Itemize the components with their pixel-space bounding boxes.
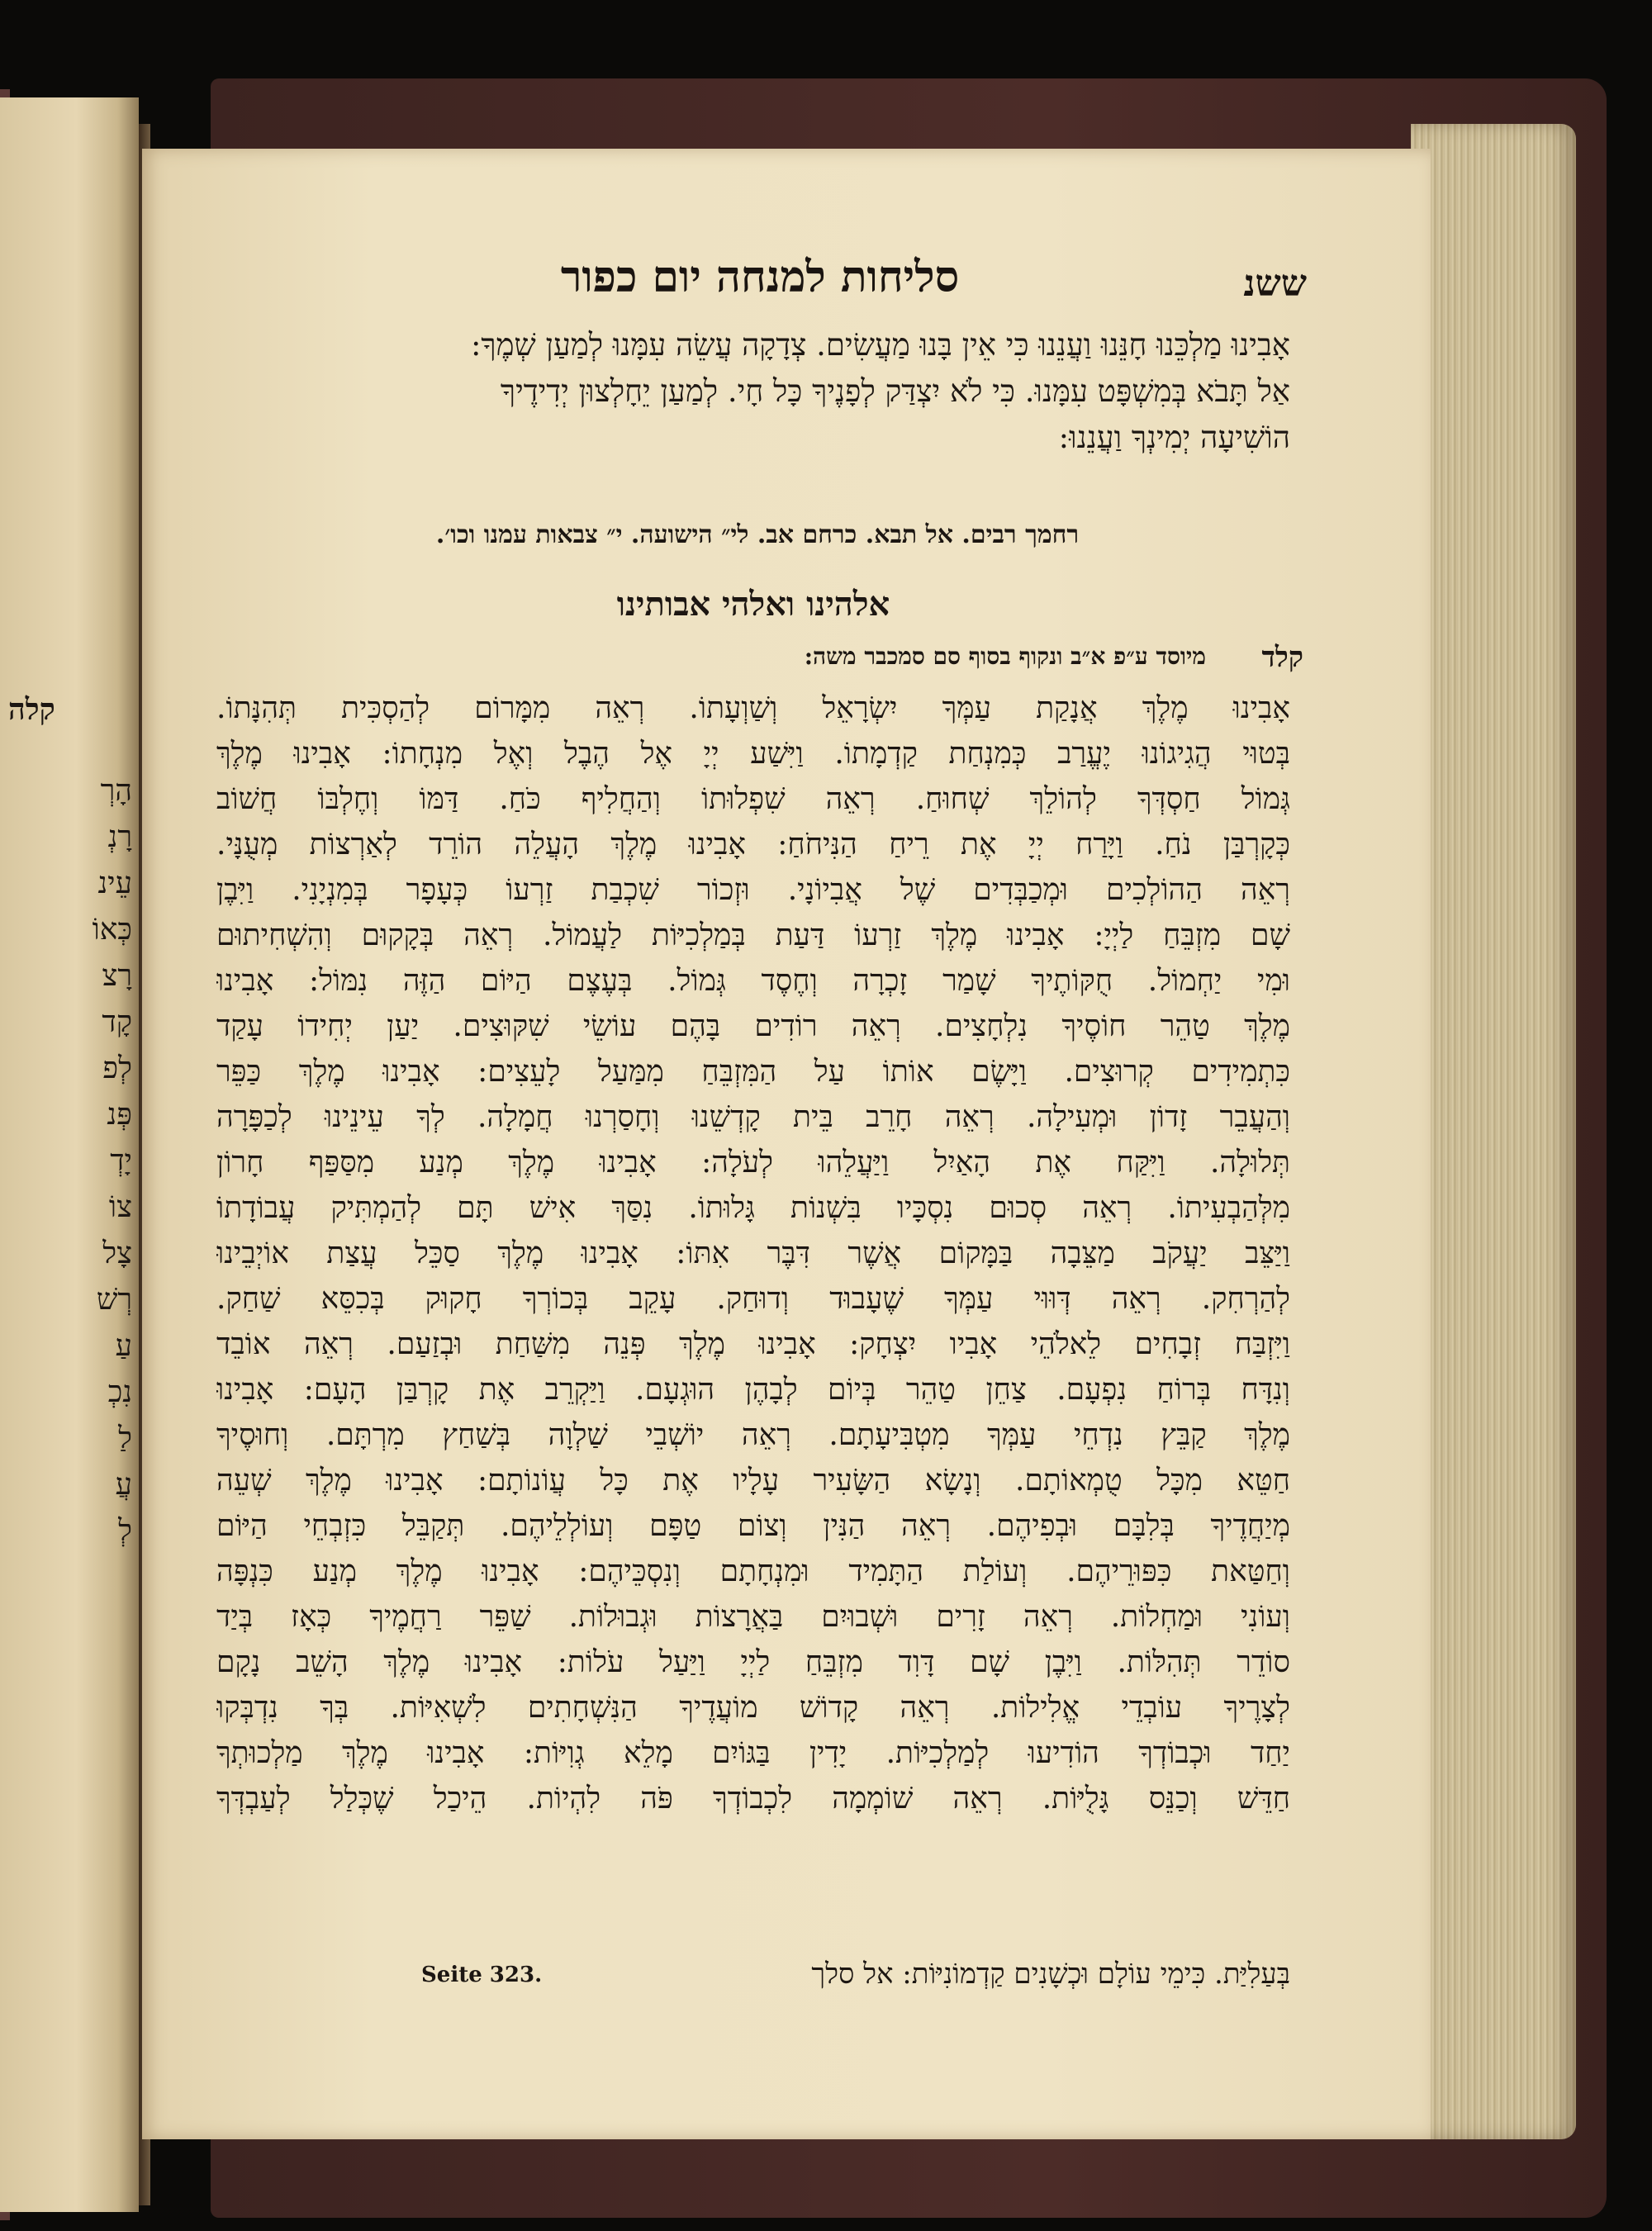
text-line: בְּטוּי הֲגִיגוֹנוּ יֶעֱרַב כְּמִנְחַת קַדְמָתוֹ. וַיִּשַׁע יְיָ אֶל הֶבֶל וְאֶל מִנְחָתוֹ: אָבִינוּ מֶלֶךְ bbox=[216, 737, 1290, 771]
piyyut-text bbox=[216, 686, 1290, 1821]
text-line: חַטֵּא מִכָּל טֻמְאוֹתָם. וְנָשָׂא הַשָּׂעִיר עָלָיו אֶת כָּל עֲוֹנוֹתָם: אָבִינוּ מֶלֶךְ שְׁעֵה bbox=[216, 1464, 1290, 1498]
text-line: הוֹשִׁיעָה יְמִינְךָ וַעֲנֵנוּ: bbox=[1058, 420, 1290, 455]
text-line: כִּתְמִידִים קְרוּצִים. וַיָּשֶׂם אוֹתוֹ עַל הַמִּזְבֵּחַ מִמַּעַל לָעֵצִים: אָבִינוּ מֶלֶךְ כַּפֵּר bbox=[216, 1055, 1290, 1089]
text-line: אָבִינוּ מַלְכֵּנוּ חָנֵּנוּ וַעֲנֵנוּ כִּי אֵין בָּנוּ מַעֲשִׂים. צְדָקָה עֲשֵׂה עִמָּנוּ לְמַעַן שְׁמֶךָ: bbox=[470, 327, 1290, 363]
text-line: לְצָרֶיךָ עוֹבְדֵי אֱלִילוֹת. רְאֵה קָדוֹשׁ מוֹעֲדֶיךָ הַנִּשְׁחָתִים לִשְׁאִיּוֹת. בְּךָ נִדְבְּקוּ bbox=[216, 1691, 1290, 1725]
section-title: אלהינו ואלהי אבותינו bbox=[616, 585, 890, 624]
text-line: גְּמוֹל חַסְדְּךָ לְהוֹלֵךְ שְׁחוּחַ. רְאֵה שִׁפְלוּתוֹ וְהַחֲלִיף כֹּחַ. דַּמּוֹ וְחֶלְבּוֹ חֲשׁוֹב bbox=[216, 782, 1290, 816]
text-line: רְאֵה הַהוֹלְכִים וּמְכַבְּדִים שֶׁל אֲבִיוֹנָי. וּזְכוֹר שִׁכְבַת זַרְעוֹ כְּעָפָר בְּמִנְיָנִי. וַיִּבֶן bbox=[216, 873, 1290, 907]
left-fragment: רְשׁ bbox=[96, 1283, 132, 1317]
text-line: אָבִינוּ מֶלֶךְ אֲנָקַת עַמְּךָ יִשְׂרָאֵל וְשַׁוְעָתוֹ. רְאֵה מִמָּרוֹם לְהַסְכִּית תְּהִנָּתוֹ. bbox=[216, 691, 1290, 725]
left-fragment: קָד bbox=[102, 1005, 132, 1039]
text-line: וּמִי יַחְמוֹל. חֻקּוֹתֶיךָ שָׁמַר זָכְרָה וְחֶסֶד גְּמוֹל. בְּעֶצֶם הַיּוֹם הַזֶּה נִמּוֹל: אָבִינוּ bbox=[216, 964, 1290, 998]
left-page-header: קלה bbox=[8, 692, 55, 727]
left-fragment: נִכְ bbox=[107, 1375, 132, 1409]
left-fragment: לְ bbox=[118, 1514, 132, 1548]
text-line: סוֹדֵר תְּהִלּוֹת. וַיִּבֶן שָׁם דָּוִד מִזְבֵּחַ לַיְיָ וַיַּעַל עֹלוֹת: אָבִינוּ מֶלֶךְ הָשֵׁב נָקָם bbox=[216, 1645, 1290, 1679]
left-fragment: צוֹ bbox=[108, 1190, 132, 1224]
left-fragment: עֲ bbox=[115, 1468, 132, 1502]
marginal-number: קלד bbox=[1261, 641, 1303, 674]
left-fragment: פְּנ bbox=[107, 1098, 132, 1132]
text-line: מֶלֶךְ טַהֵר חוֹסֶיךָ נִלְחָצִים. רְאֵה רוֹדִים בָּהֶם עוֹשֵׂי שִׁקּוּצִים. יַעַן יְחִידוֹ עָקַד bbox=[216, 1009, 1290, 1043]
text-line: וְחַטַּאת כִּפּוּרֵיהֶם. וְעוֹלַת הַתָּמִיד וּמִנְחָתָם וְנִסְכֵּיהֶם: אָבִינוּ מֶלֶךְ מְנַע כִּנְפָּה bbox=[216, 1555, 1290, 1588]
left-fragment: צָל bbox=[102, 1237, 132, 1270]
left-fragment: עַ bbox=[115, 1329, 132, 1363]
left-fragment: הָרְ bbox=[100, 774, 132, 808]
text-line: וְהַעֲבֵר זָדוֹן וּמְעִילָה. רְאֵה חָרֵב בֵּית קָדְשֵׁנוּ וְחָסַרְנוּ חֲמָלָה. לְךָ עֵינֵינוּ לְכַפָּרָה bbox=[216, 1100, 1290, 1134]
left-fragment: יָדְ bbox=[110, 1144, 132, 1178]
left-fragment: רָנְ bbox=[107, 820, 132, 854]
text-line: מְיַחֲדֶיךָ בְּלִבָּם וּבְפִיהֶם. רְאֵה הַנִּין וְצוֹם טַפָּם וְעוֹלְלֵיהֶם. תְּקַבֵּל כִּזְבְחֵי הַיּוֹם bbox=[216, 1509, 1290, 1543]
text-line: מֶלֶךְ קַבֵּץ נִדְחֵי עַמְּךָ מִטְבִּיעָתָם. רְאֵה יוֹשְׁבֵי שַׁלְוָה בְּשַׁחַץ מִרְתָּם. וְחוּסֶיךָ bbox=[216, 1418, 1290, 1452]
text-line: וַיִּזְבַּח זְבָחִים לֵאלֹהֵי אָבִיו יִצְחָק: אָבִינוּ מֶלֶךְ פְּנֵה מִשַּׁחַת וּבְזַעַם. רְאֵה אוֹבֵד bbox=[216, 1327, 1290, 1361]
page-number: ששנ bbox=[1243, 263, 1307, 305]
left-fragment: לְפ bbox=[102, 1051, 132, 1085]
left-fragment: רָצ bbox=[102, 959, 132, 993]
opening-paragraph bbox=[216, 322, 1290, 461]
page-fore-edge bbox=[1411, 124, 1576, 2139]
running-head: סליחות למנחה יום כפור bbox=[560, 252, 960, 302]
text-line: וַיַּצֵּב יַעֲקֹב מַצֵּבָה בַּמָּקוֹם אֲשֶׁר דִּבֶּר אִתּוֹ: אָבִינוּ מֶלֶךְ סַכֵּל עֲצַת אוֹיְבֵינוּ bbox=[216, 1237, 1290, 1270]
left-page-text bbox=[8, 768, 132, 1555]
text-line: שָׁם מִזְבֵּחַ לַיְיָ: אָבִינוּ מֶלֶךְ זַרְעוֹ דַּעַת בְּמַלְכִיּוֹת לַעֲמוֹל. רְאֵה בְּקָקוּם וְהִשְׁחִיתוּם bbox=[216, 919, 1290, 952]
left-fragment: כְּאוֹ bbox=[92, 913, 132, 947]
text-line: תְּלוּלָה. וַיִּקַּח אֶת הָאַיִל וַיַּעֲלֵהוּ לְעֹלָה: אָבִינוּ מֶלֶךְ מְנַע מִסַּפַּף חָרוֹן bbox=[216, 1146, 1290, 1180]
acrostic-note: מיוסד ע״פ א״ב ונקוף בסוף סם סמכבר משה: bbox=[804, 643, 1206, 670]
text-line: מִלְּהַבְעִיתוֹ. רְאֵה סְכוּם נִסְכָּיו בִּשְׁנוֹת גָּלוּתוֹ. נִסַּךְ אִישׁ תָּם לְהַמְתִּיק עֲבוֹדָתוֹ bbox=[216, 1191, 1290, 1225]
page-reference: Seite 323. bbox=[421, 1963, 543, 1987]
text-line: כְּקָרְבַּן נֹחַ. וַיָּרַח יְיָ אֶת רֵיחַ הַנִּיחֹחַ: אָבִינוּ מֶלֶךְ הָעֲלֵה הוֹרֵד לְאַרְצוֹת מְעֻנָּי. bbox=[216, 828, 1290, 862]
text-line: יַחַד וּכְבוֹדְךָ הוֹדִיעוּ לְמַלְכִיּוֹת. יָדִין בַּגּוֹיִם מָלֵא גְוִיּוֹת: אָבִינוּ מֶלֶךְ מַלְכוּתְךָ bbox=[216, 1736, 1290, 1770]
text-line: וְעוֹנִי וּמַחְלוֹת. רְאֵה זָרִים וּשְׁבוּיִם בַּאֲרָצוֹת וּגְבוּלוֹת. שַׁפֵּר רַחֲמֶיךָ כְּאָז בְּיַד bbox=[216, 1600, 1290, 1634]
text-line: אַל תָּבֹא בְּמִשְׁפָּט עִמָּנוּ. כִּי לֹא יִצְדַּק לְפָנֶיךָ כָּל חָי. לְמַעַן יֵחָלְצוּן יְדִידֶיךָ bbox=[500, 373, 1290, 409]
left-fragment: לַ bbox=[118, 1422, 132, 1455]
catchword-line: בְּעַלִיַּת. כִּימֵי עוֹלָם וּכְשָׁנִים קַדְמוֹנִיּוֹת: אל סלך bbox=[811, 1958, 1290, 1991]
left-fragment: עֵינ bbox=[97, 866, 132, 900]
text-line: לְהַרְחִק. רְאֵה דְּוּוּי עַמְּךָ שֶׁעָבוּד וְדוּחַק. עָקֵב בְּכוֹרְךָ חָקוּק בְּכִסֵּא שַׁחַק. bbox=[216, 1282, 1290, 1316]
left-page bbox=[0, 97, 139, 2212]
text-line: וְנִדָּח בְּרוֹחַ נִפְעָם. צַחֵן טַהֵר בְּיוֹם לְבָהֶן הוּגְעָם. וַיַּקְרֵב אֶת קָרְבַּן הָעָם: אָבִינוּ bbox=[216, 1373, 1290, 1407]
liturgical-note: רחמך רבים. אל תבא. כרחם אב. לי״ הישועה. י״ צבאות עמנו וכו׳. bbox=[435, 520, 1080, 549]
text-line: חַדֵּשׁ וְכַנֵּס גָּלֻיּוֹת. רְאֵה שׁוֹמְמָה לִכְבוֹדְךָ פֹּה לִהְיוֹת. הֵיכַל שֶׁכְּלַל לְעַבְדְּךָ bbox=[216, 1782, 1290, 1816]
